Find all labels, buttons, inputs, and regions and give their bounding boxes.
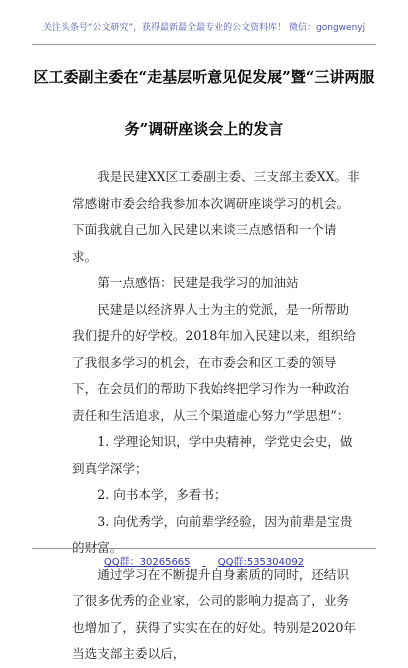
document-title-line-1: 区工委副主委在“走基层听意见促发展”暨“三讲两服 <box>33 68 375 86</box>
list-item-2: 2. 向书本学，多看书； <box>97 487 227 502</box>
paragraph-body: 民建是以经济界人士为主的党派，是一所帮助我们提升的好学校。2018年加入民建以来，组织给了我很多学习的机会，在市委会和区工委的领导下，在会员们的帮助下我始终把学习作为一种政治责任和生活追求，从三个渠道虚心努力“学思想”： <box>72 301 356 423</box>
footer-qq-group-2: QQ群:535304092 <box>217 557 305 568</box>
paragraph-body-continued: 通过学习在不断提升自身素质的同时，还结识了很多优秀的企业家，公司的影响力提高了，业务也增加了，获得了实实在在的好处。特别是2020年当选支部主委以后， <box>72 566 356 661</box>
paragraph-heading-first-insight: 第一点感悟：民建是我学习的加油站 <box>97 275 299 290</box>
paragraph-intro: 我是民建XX区工委副主委、三支部主委XX。非常感谢市委会给我参加本次调研座谈学习的机会。下面我就自己加入民建以来谈三点感悟和一个请求。 <box>72 169 360 264</box>
footer-divider <box>32 548 376 549</box>
list-item-1: 1. 学理论知识，学中央精神，学党史会史，做到真学深学； <box>72 434 353 476</box>
header-note: 关注头条号“公文研究”，获得最新最全最专业的公文资料库！ 微信：gongwenyj <box>42 23 366 33</box>
footer-note <box>0 553 408 568</box>
header-divider <box>32 44 376 45</box>
footer-qq-group-1: QQ群：30265665 <box>103 557 191 568</box>
document-title-line-2: 务”调研座谈会上的发言 <box>124 120 284 138</box>
list-item-3: 3. 向优秀学，向前辈学经验，因为前辈是宝贵的财富。 <box>72 513 353 555</box>
body-text <box>72 164 360 668</box>
